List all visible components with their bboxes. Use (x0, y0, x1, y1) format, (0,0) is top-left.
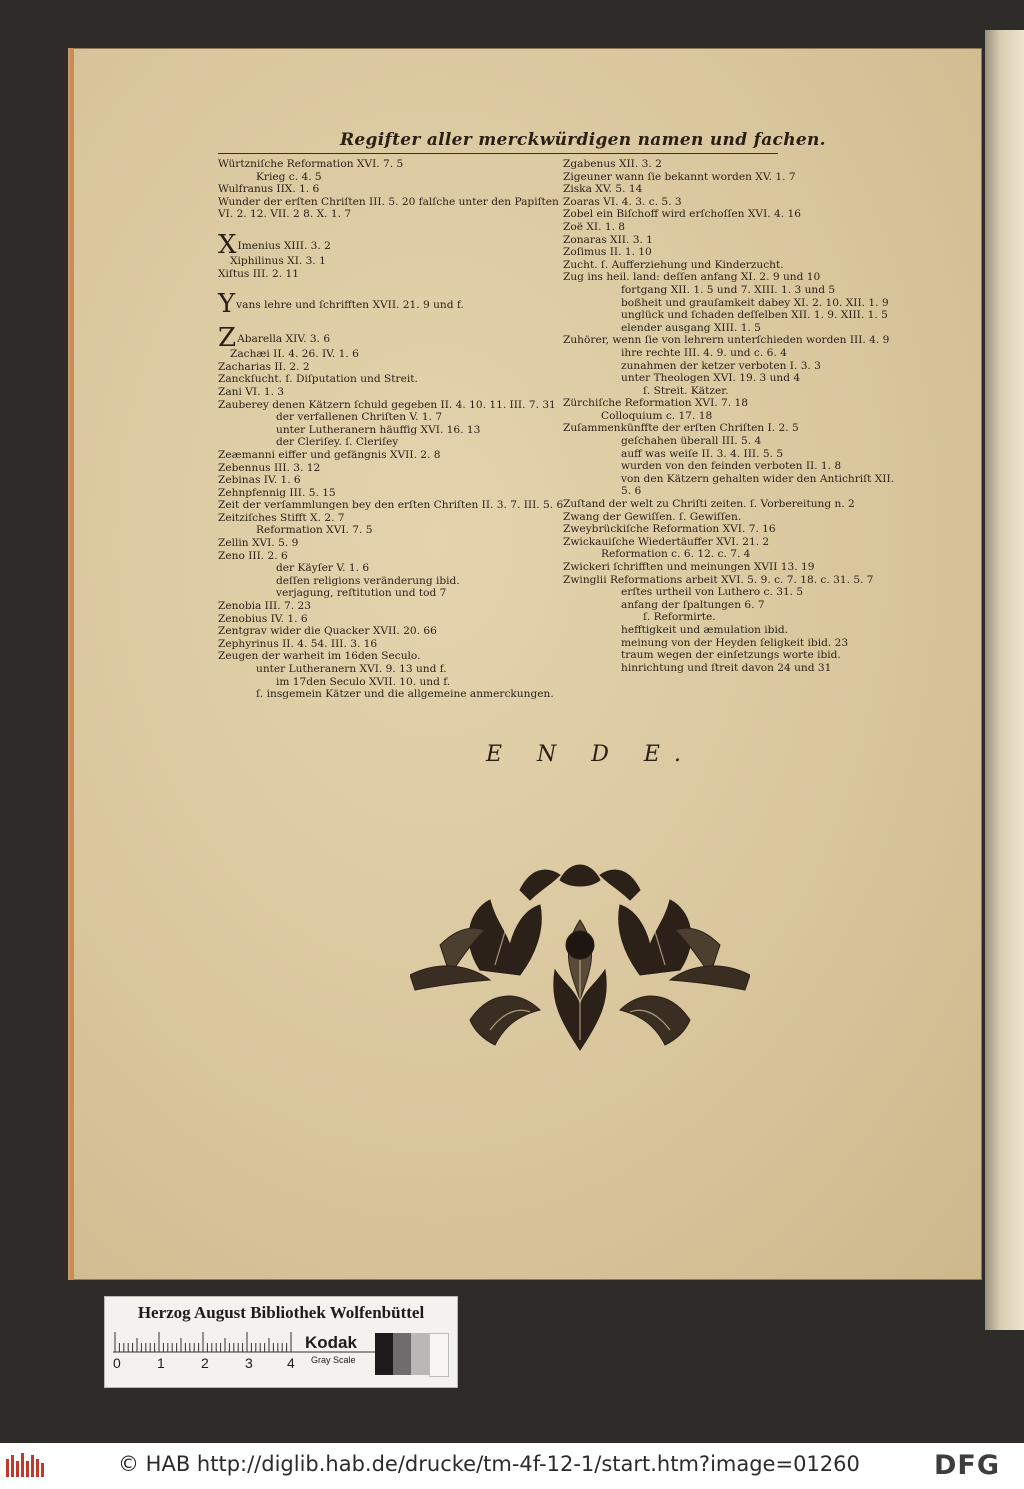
index-entry-text: Zehnpfennig III. 5. 15 (218, 486, 336, 499)
index-entry-text: Zellin XVI. 5. 9 (218, 537, 299, 550)
index-entry (218, 600, 558, 613)
index-entry-text: ſ. insgemein Kätzer und die allgemeine anmerckungen. (256, 688, 554, 701)
gray-patch (411, 1333, 429, 1375)
index-entry-text: der verfallenen Chriſten V. 1. 7 (276, 411, 443, 424)
index-entry-text: der Käyſer V. 1. 6 (276, 562, 370, 575)
index-entry-text: deſſen religions veränderung ibid. (276, 574, 460, 587)
index-entry-text: Wunder der erſten Chriſten III. 5. 20 falſche unter den Papiſten (218, 195, 559, 208)
index-entry (563, 599, 903, 612)
index-entry-text: vans lehre und ſchrifften XVII. 21. 9 und f. (236, 299, 464, 312)
drop-capital: Y (218, 289, 236, 320)
index-entry-text: im 17den Seculo XVII. 10. und f. (276, 675, 451, 688)
index-entry-text: Colloquium c. 17. 18 (601, 409, 713, 422)
ende-text: E N D E. (486, 742, 695, 767)
index-entry-text: Zeæmanni eiffer und gefängnis XVII. 2. 8 (218, 448, 441, 461)
footer-bar (0, 1443, 1024, 1489)
index-entry (563, 334, 903, 347)
ruler-number: 3 (245, 1355, 253, 1371)
index-entry-text: hefftigkeit und æmulation ibid. (621, 623, 788, 636)
adjacent-page-edge (985, 30, 1024, 1330)
index-entry-text: Xiphilinus XI. 3. 1 (230, 254, 326, 267)
page-header: Regifter aller merckwürdigen namen und fachen. (340, 130, 826, 150)
index-entry (563, 498, 903, 511)
index-entry (218, 268, 558, 281)
index-entry-text: Zgabenus XII. 3. 2 (563, 158, 662, 170)
index-entry (218, 158, 558, 171)
index-entry-text: elender ausgang XIII. 1. 5 (621, 321, 761, 334)
index-entry-text: von den Kätzern gehalten wider den Antichriſt XII. (621, 472, 895, 485)
index-entry (563, 246, 903, 259)
index-entry (218, 449, 558, 462)
index-entry-text: Zwickauiſche Wiedertäuffer XVI. 21. 2 (563, 535, 770, 548)
index-entry-text: Zeugen der warheit im 16den Seculo. (218, 650, 421, 663)
index-entry (563, 284, 903, 297)
drop-capital: X (218, 229, 237, 260)
index-entry (218, 183, 558, 196)
index-entry (218, 208, 558, 221)
index-entry (563, 208, 903, 221)
index-entry-text: Zonaras XII. 3. 1 (563, 233, 653, 246)
index-entry (218, 424, 558, 437)
index-entry-text: traum wegen der einſetzungs worte ibid. (621, 649, 841, 662)
drop-capital: Z (218, 323, 237, 354)
index-entry-text: verjagung, reſtitution und tod 7 (276, 587, 447, 600)
index-entry (563, 574, 903, 587)
index-entry-text: Abarella XIV. 3. 6 (237, 333, 331, 346)
index-entry-text: Zentgrav wider die Quacker XVII. 20. 66 (218, 625, 437, 638)
index-entry-text: Zebinas IV. 1. 6 (218, 474, 301, 487)
index-entry-text: Zenobia III. 7. 23 (218, 600, 311, 613)
index-entry (218, 361, 558, 374)
index-entry-text: boßheit und grauſamkeit dabey XI. 2. 10. XII. 1. 9 (621, 296, 889, 309)
color-scale-card (104, 1296, 458, 1388)
ruler-number: 1 (157, 1355, 165, 1371)
index-entry-text: hinrichtung und ſtreit davon 24 und 31 (621, 661, 832, 674)
index-entry-text: unglück und ſchaden deſſelben XII. 1. 9. XIII. 1. 5 (621, 309, 888, 322)
index-entry-text: Zobel ein Biſchoff wird erſchoſſen XVI. 4. 16 (563, 208, 801, 221)
index-entry (563, 259, 903, 272)
index-entry-text: auff was weiſe II. 3. 4. III. 5. 5 (621, 447, 784, 460)
index-entry-text: erſtes urtheil von Luthero c. 31. 5 (621, 586, 804, 599)
index-entry-text: Zuſammenkünffte der erſten Chriſten I. 2. 5 (563, 422, 799, 435)
index-entry-text: Imenius XIII. 3. 2 (237, 239, 331, 252)
index-entry (563, 372, 903, 385)
index-entry (218, 373, 558, 386)
index-entry (218, 587, 558, 600)
index-entry (218, 499, 564, 512)
index-entry (218, 386, 558, 399)
index-entry (563, 410, 903, 423)
ruler-number: 2 (201, 1355, 209, 1371)
index-entry (563, 649, 903, 662)
index-entry-text: unter Theologen XVI. 19. 3 und 4 (621, 372, 801, 385)
index-column-left (218, 158, 564, 701)
index-entry (218, 676, 558, 689)
index-entry-text: ihre rechte III. 4. 9. und c. 6. 4 (621, 346, 787, 359)
index-entry-text: unter Lutheranern XVI. 9. 13 und f. (256, 663, 447, 675)
index-entry (563, 171, 903, 184)
index-entry (563, 297, 903, 310)
index-entry-text: Zuhörer, wenn ſie von lehrern unterſchieden worden III. 4. 9 (563, 334, 890, 347)
gray-patch (429, 1333, 449, 1377)
index-entry-text: Zwang der Gewiſſen. ſ. Gewiſſen. (563, 510, 742, 523)
floral-ornament-icon (410, 850, 750, 1065)
index-entry (218, 229, 558, 260)
index-entry (563, 460, 903, 473)
index-entry (218, 575, 558, 588)
index-entry-text: Reformation c. 6. 12. c. 7. 4 (601, 548, 751, 561)
index-entry (563, 485, 903, 498)
hab-logo-icon (6, 1453, 44, 1481)
index-entry (563, 473, 903, 486)
index-entry-text: Zacharias II. 2. 2 (218, 360, 310, 373)
index-entry (218, 436, 558, 449)
index-entry-text: 5. 6 (621, 485, 642, 498)
index-entry-text: anfang der ſpaltungen 6. 7 (621, 598, 765, 611)
index-entry-text: ſ. Reformirte. (643, 611, 716, 624)
grayscale-label: Gray Scale (311, 1355, 356, 1365)
page-binding-edge (70, 48, 74, 1280)
index-entry (218, 550, 558, 563)
index-entry (563, 548, 903, 561)
index-entry-text: Zephyrinus II. 4. 54. III. 3. 16 (218, 637, 378, 650)
index-entry-text: Zürchiſche Reformation XVI. 7. 18 (563, 397, 748, 410)
library-title: Herzog August Bibliothek Wolfenbüttel (137, 1303, 425, 1322)
index-entry (563, 221, 903, 234)
gray-patch (375, 1333, 393, 1375)
index-entry-text: Zigeuner wann ſie bekannt worden XV. 1. 7 (563, 170, 796, 183)
index-entry-text: Würtzniſche Reformation XVI. 7. 5 (218, 158, 404, 170)
index-entry (218, 688, 558, 701)
index-entry-text: Zebennus III. 3. 12 (218, 461, 321, 474)
index-entry (218, 462, 558, 475)
index-entry-text: Zenobius IV. 1. 6 (218, 612, 308, 625)
index-entry (218, 537, 558, 550)
index-entry-text: ſ. Streit. Kätzer. (643, 384, 729, 397)
index-entry-text: Zwinglii Reformations arbeit XVI. 5. 9. c. 7. 18. c. 31. 5. 7 (563, 573, 874, 586)
index-entry-text: Zauberey denen Kätzern ſchuld gegeben II. 4. 10. 11. III. 7. 31 (218, 398, 556, 411)
index-entry (218, 348, 558, 361)
index-entry-text: Zucht. ſ. Aufferziehung und Kinderzucht. (563, 258, 784, 271)
index-entry-text: Zoë XI. 1. 8 (563, 220, 626, 233)
footer-link[interactable]: © HAB http://diglib.hab.de/drucke/tm-4f-12-1/start.htm?image=01260 (118, 1452, 860, 1476)
ruler-number: 4 (287, 1355, 295, 1371)
index-entry (218, 474, 558, 487)
index-entry-text: Zachæi II. 4. 26. IV. 1. 6 (230, 348, 359, 361)
index-entry-text: wurden von den feinden verboten II. 1. 8 (621, 460, 842, 473)
index-entry-text: der Cleriſey. ſ. Cleriſey (276, 436, 399, 449)
index-entry (563, 360, 903, 373)
index-entry (218, 171, 558, 184)
index-entry (563, 271, 903, 284)
index-entry-text: Zeit der verſammlungen bey den erſten Chriſten II. 3. 7. III. 5. 6 (218, 499, 564, 512)
index-entry-text: Zuſtand der welt zu Chriſti zeiten. ſ. Vorbereitung n. 2 (563, 498, 855, 511)
index-entry-text: Zeno III. 2. 6 (218, 549, 288, 562)
index-entry-text: geſchahen überall III. 5. 4 (621, 435, 762, 448)
index-entry (563, 234, 903, 247)
index-entry (218, 255, 558, 268)
index-entry (218, 638, 558, 651)
index-entry (563, 586, 903, 599)
index-entry-text: unter Lutheranern häuffig XVI. 16. 13 (276, 423, 481, 436)
index-entry (563, 611, 903, 624)
index-entry (218, 512, 558, 525)
index-entry-text: Zoaras VI. 4. 3. c. 5. 3 (563, 195, 682, 208)
gray-patch (393, 1333, 411, 1375)
index-entry-text: meinung von der Heyden ſeligkeit ibid. 23 (621, 636, 849, 649)
index-entry (218, 289, 558, 320)
index-entry (218, 411, 558, 424)
kodak-brand: Kodak (305, 1333, 357, 1352)
index-entry-text: Zug ins heil. land: deſſen anfang XI. 2. 9 und 10 (563, 271, 821, 284)
index-entry-text: Wulfranus IIX. 1. 6 (218, 183, 320, 196)
index-entry-text: VI. 2. 12. VII. 2 8. X. 1. 7 (218, 208, 352, 221)
index-entry-text: Zwickeri ſchrifften und meinungen XVII 13. 19 (563, 561, 815, 573)
index-entry-text: Zani VI. 1. 3 (218, 385, 285, 398)
index-entry-text: Ziska XV. 5. 14 (563, 183, 643, 196)
index-entry (563, 322, 903, 335)
index-entry (563, 196, 903, 209)
dfg-logo: DFG (934, 1450, 1001, 1481)
index-entry (218, 524, 558, 537)
index-entry (218, 663, 558, 676)
index-entry (218, 625, 558, 638)
index-entry-text: fortgang XII. 1. 5 und 7. XIII. 1. 3 und 5 (621, 283, 836, 296)
index-entry (563, 561, 903, 574)
grayscale-patches (375, 1333, 449, 1375)
index-entry-text: Zeitziſches Stifft X. 2. 7 (218, 511, 345, 524)
index-entry-text: zunahmen der ketzer verboten I. 3. 3 (621, 359, 821, 372)
index-entry-text: Zoſimus II. 1. 10 (563, 246, 652, 259)
index-entry (563, 347, 903, 360)
index-entry (563, 397, 903, 410)
index-entry (563, 435, 903, 448)
index-entry-text: Zanckſucht. ſ. Diſputation und Streit. (218, 373, 418, 386)
index-entry (563, 309, 903, 322)
index-entry (563, 183, 903, 196)
index-entry (563, 422, 903, 435)
index-entry (218, 323, 558, 354)
index-column-right (563, 158, 903, 674)
index-entry (563, 385, 903, 398)
ruler-number: 0 (113, 1355, 121, 1371)
index-entry (563, 448, 903, 461)
index-entry (563, 624, 903, 637)
index-entry-text: Krieg c. 4. 5 (256, 170, 322, 183)
index-entry (563, 511, 903, 524)
index-entry (218, 650, 558, 663)
index-entry (218, 399, 558, 412)
index-entry (218, 613, 558, 626)
index-entry (218, 487, 558, 500)
index-entry-text: Reformation XVI. 7. 5 (256, 524, 373, 537)
index-entry (563, 523, 903, 536)
index-entry (563, 536, 903, 549)
header-rule (218, 153, 778, 154)
index-entry (563, 637, 903, 650)
index-entry-text: Zweybrückiſche Reformation XVI. 7. 16 (563, 523, 776, 536)
index-entry (563, 158, 903, 171)
index-entry (563, 662, 903, 675)
index-entry-text: Xiſtus III. 2. 11 (218, 267, 299, 280)
index-entry (218, 562, 558, 575)
index-entry (218, 196, 558, 209)
